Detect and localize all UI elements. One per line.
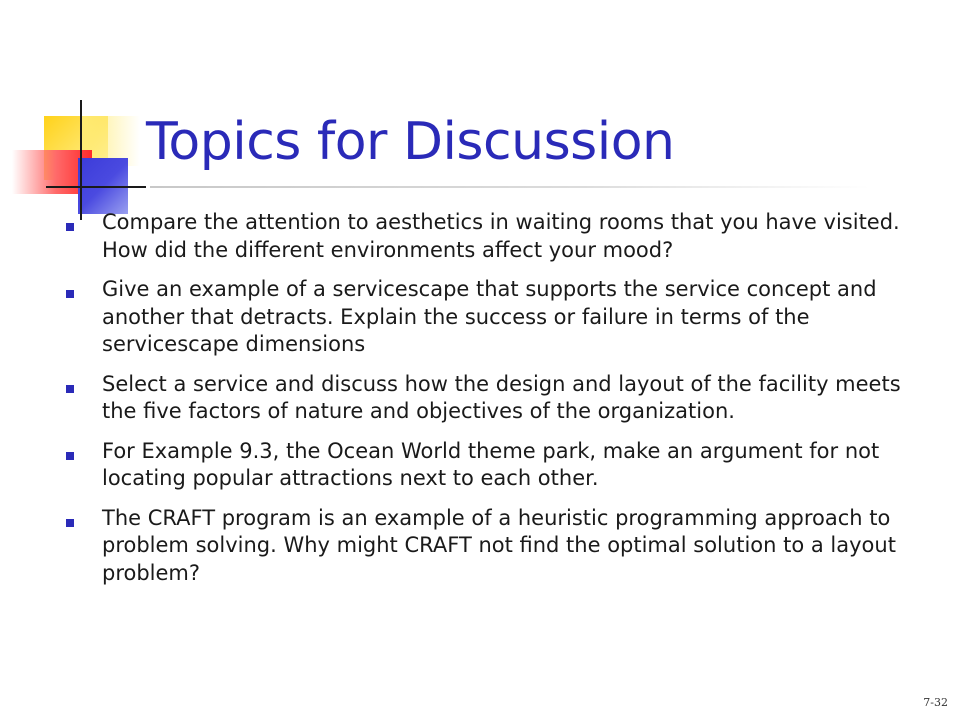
bullet-text: Give an example of a servicescape that supports the service concept and another that detracts. Explain the success or failure in terms of the servicescape dimensions (102, 277, 877, 356)
decorative-squares (0, 90, 170, 220)
bullet-square-icon (66, 290, 74, 298)
bullet-square-icon (66, 223, 74, 231)
bullet-square-icon (66, 385, 74, 393)
bullet-item (66, 505, 926, 588)
bullet-text: Select a service and discuss how the design and layout of the facility meets the five factors of nature and objectives of the organization. (102, 371, 901, 423)
vertical-line (80, 100, 82, 220)
bullet-text: Compare the attention to aesthetics in waiting rooms that you have visited. How did the different environments affect your mood? (102, 210, 900, 262)
bullet-text: The CRAFT program is an example of a heuristic programming approach to problem solving. Why might CRAFT not find the optimal solution to a layout problem? (102, 505, 896, 585)
horizontal-line (46, 186, 146, 188)
bullet-item (66, 276, 926, 359)
slide-title: Topics for Discussion (146, 112, 675, 172)
bullet-text: For Example 9.3, the Ocean World theme park, make an argument for not locating popular attractions next to each other. (102, 438, 880, 490)
bullet-item (66, 371, 926, 426)
bullet-list (66, 209, 926, 599)
bullet-item (66, 209, 926, 264)
bullet-item (66, 438, 926, 493)
bullet-square-icon (66, 452, 74, 460)
title-underline (150, 186, 870, 188)
slide-number: 7-32 (923, 696, 948, 709)
bullet-square-icon (66, 519, 74, 527)
